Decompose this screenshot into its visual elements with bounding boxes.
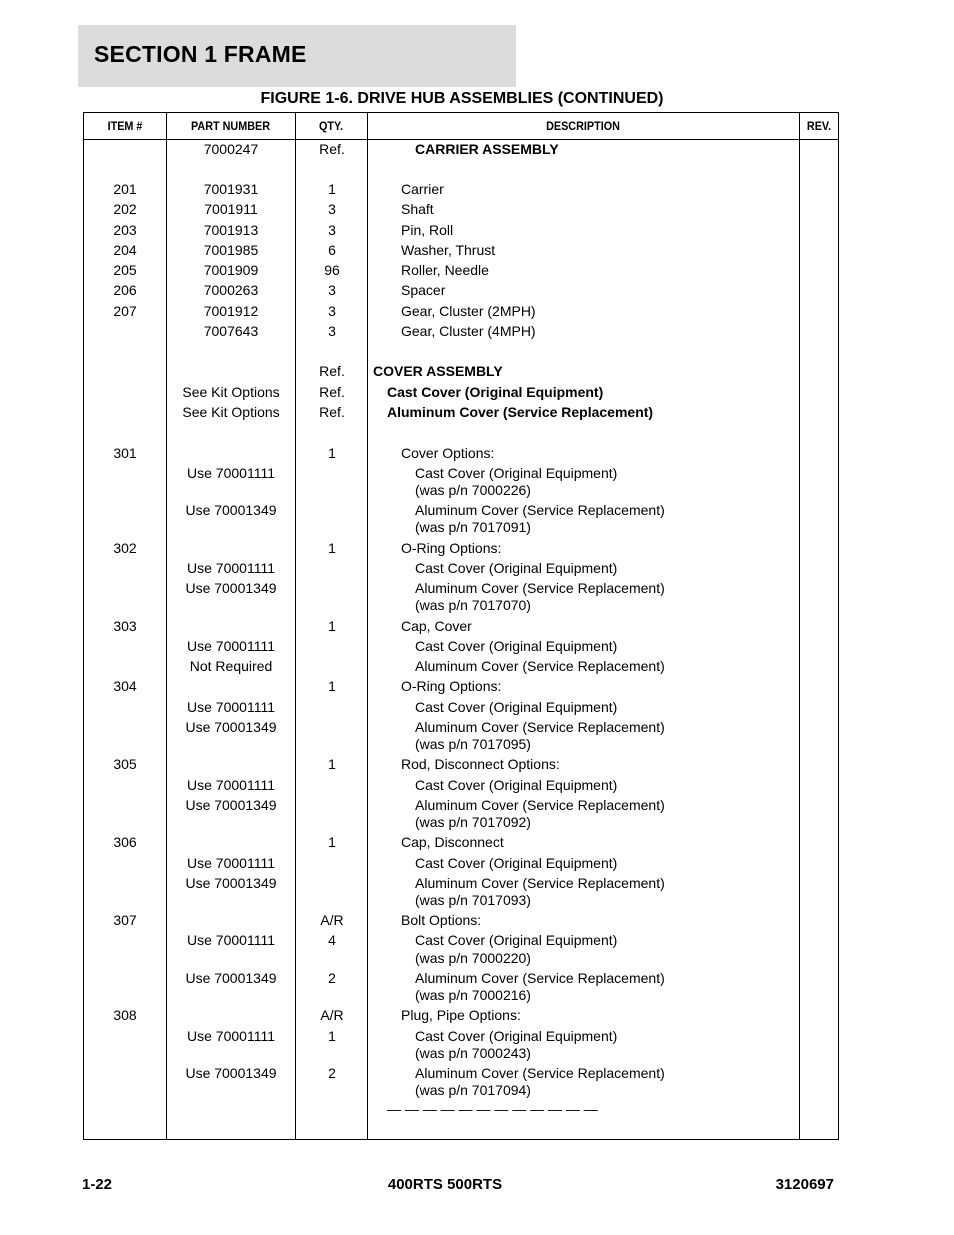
description: Aluminum Cover (Service Replacement) — [415, 658, 665, 674]
item-number: 203 — [113, 222, 137, 238]
part-number: Not Required — [189, 658, 273, 674]
description: (was p/n 7017095) — [415, 736, 531, 752]
description: — — — — — — — — — — — — — [387, 1101, 598, 1117]
description: (was p/n 7000226) — [415, 482, 531, 498]
description: Shaft — [401, 201, 434, 217]
description: (was p/n 7000243) — [415, 1045, 531, 1061]
item-number: 308 — [113, 1007, 137, 1023]
section-banner — [78, 25, 516, 87]
quantity: 4 — [328, 932, 336, 948]
description: Cast Cover (Original Equipment) — [415, 932, 618, 948]
quantity: 1 — [328, 678, 336, 694]
model-name: 400RTS 500RTS — [387, 1176, 503, 1193]
description: CARRIER ASSEMBLY — [415, 141, 559, 157]
part-number: Use 70001111 — [187, 560, 275, 576]
description: Cast Cover (Original Equipment) — [415, 465, 618, 481]
description: Cap, Cover — [401, 618, 472, 634]
part-number: 7001909 — [203, 262, 259, 278]
header-divider — [84, 139, 838, 140]
quantity: Ref. — [319, 384, 345, 400]
description: Cast Cover (Original Equipment) — [415, 777, 618, 793]
item-number: 307 — [113, 912, 137, 928]
item-number: 303 — [113, 618, 137, 634]
description: Cover Options: — [401, 445, 495, 461]
item-number: 204 — [113, 242, 137, 258]
description: Gear, Cluster (2MPH) — [401, 303, 536, 319]
item-number: 202 — [113, 201, 137, 217]
parts-table — [83, 112, 839, 1140]
part-number: Use 70001111 — [187, 1028, 275, 1044]
document-number: 3120697 — [775, 1176, 834, 1193]
part-number: Use 70001111 — [187, 932, 275, 948]
quantity: 3 — [328, 201, 336, 217]
description: Washer, Thrust — [401, 242, 496, 258]
part-number: Use 70001349 — [185, 1065, 277, 1081]
figure-title: FIGURE 1-6. DRIVE HUB ASSEMBLIES (CONTINUED) — [260, 90, 664, 107]
description: (was p/n 7017091) — [415, 519, 531, 535]
part-number: Use 70001111 — [187, 638, 275, 654]
description: Rod, Disconnect Options: — [401, 756, 560, 772]
quantity: 96 — [324, 262, 340, 278]
item-number: 302 — [113, 540, 137, 556]
description: (was p/n 7000220) — [415, 950, 531, 966]
description: Cast Cover (Original Equipment) — [415, 855, 618, 871]
description: Bolt Options: — [401, 912, 482, 928]
description: Cast Cover (Original Equipment) — [415, 638, 618, 654]
part-number: 7001913 — [203, 222, 259, 238]
part-number: See Kit Options — [182, 384, 280, 400]
description: Spacer — [401, 282, 446, 298]
quantity: Ref. — [319, 141, 345, 157]
description: (was p/n 7017094) — [415, 1082, 531, 1098]
description: (was p/n 7017070) — [415, 597, 531, 613]
item-number: 206 — [113, 282, 137, 298]
description: (was p/n 7000216) — [415, 987, 531, 1003]
quantity: A/R — [320, 1007, 344, 1023]
part-number: Use 70001349 — [185, 502, 277, 518]
part-number: Use 70001111 — [187, 777, 275, 793]
part-number: Use 70001111 — [187, 855, 275, 871]
part-number: Use 70001349 — [185, 970, 277, 986]
quantity: 3 — [328, 323, 336, 339]
description: Aluminum Cover (Service Replacement) — [415, 970, 665, 986]
quantity: 3 — [328, 303, 336, 319]
section-title: SECTION 1 FRAME — [94, 41, 307, 67]
description: Cast Cover (Original Equipment) — [415, 699, 618, 715]
description: Gear, Cluster (4MPH) — [401, 323, 536, 339]
part-number: Use 70001111 — [187, 465, 275, 481]
item-number: 301 — [113, 445, 137, 461]
description: Carrier — [401, 181, 444, 197]
description: (was p/n 7017092) — [415, 814, 531, 830]
quantity: 1 — [328, 540, 336, 556]
description: Plug, Pipe Options: — [401, 1007, 521, 1023]
quantity: 6 — [328, 242, 336, 258]
item-number: 207 — [113, 303, 137, 319]
quantity: Ref. — [319, 363, 345, 379]
item-number: 304 — [113, 678, 137, 694]
description: (was p/n 7017093) — [415, 892, 531, 908]
description: Aluminum Cover (Service Replacement) — [415, 875, 665, 891]
description: O-Ring Options: — [401, 678, 502, 694]
quantity: 1 — [328, 1028, 336, 1044]
description: Aluminum Cover (Service Replacement) — [415, 1065, 665, 1081]
description: Pin, Roll — [401, 222, 454, 238]
item-number: 201 — [113, 181, 137, 197]
part-number: 7001911 — [204, 201, 258, 217]
part-number: Use 70001349 — [185, 797, 277, 813]
quantity: 1 — [328, 618, 336, 634]
description: Cap, Disconnect — [401, 834, 504, 850]
header-part-number: PART NUMBER — [190, 119, 271, 133]
description: Aluminum Cover (Service Replacement) — [415, 797, 665, 813]
part-number: 7001985 — [203, 242, 259, 258]
description: Cast Cover (Original Equipment) — [387, 384, 604, 400]
part-number: 7000247 — [203, 141, 259, 157]
description: Aluminum Cover (Service Replacement) — [415, 719, 665, 735]
header-item: ITEM # — [107, 119, 143, 133]
part-number: 7001912 — [203, 303, 259, 319]
quantity: 3 — [328, 222, 336, 238]
quantity: 1 — [328, 445, 336, 461]
item-number: 205 — [113, 262, 137, 278]
description: COVER ASSEMBLY — [373, 363, 503, 379]
quantity: 2 — [328, 1065, 336, 1081]
part-number: 7007643 — [203, 323, 259, 339]
description: Aluminum Cover (Service Replacement) — [415, 580, 665, 596]
quantity: 1 — [328, 756, 336, 772]
part-number: Use 70001349 — [185, 580, 277, 596]
description: Roller, Needle — [401, 262, 489, 278]
quantity: 3 — [328, 282, 336, 298]
part-number: 7001931 — [203, 181, 259, 197]
page-number: 1-22 — [82, 1176, 113, 1193]
item-number: 305 — [113, 756, 137, 772]
quantity: 1 — [328, 181, 336, 197]
quantity: 2 — [328, 970, 336, 986]
quantity: A/R — [320, 912, 344, 928]
part-number: Use 70001349 — [185, 875, 277, 891]
header-qty: QTY. — [318, 119, 343, 133]
header-rev: REV. — [806, 119, 832, 133]
part-number: 7000263 — [203, 282, 259, 298]
description: Cast Cover (Original Equipment) — [415, 1028, 618, 1044]
item-number: 306 — [113, 834, 137, 850]
part-number: Use 70001111 — [187, 699, 275, 715]
quantity: Ref. — [319, 404, 345, 420]
part-number: See Kit Options — [182, 404, 280, 420]
quantity: 1 — [328, 834, 336, 850]
description: Aluminum Cover (Service Replacement) — [415, 502, 665, 518]
description: Aluminum Cover (Service Replacement) — [387, 404, 654, 420]
header-description: DESCRIPTION — [546, 119, 620, 133]
part-number: Use 70001349 — [185, 719, 277, 735]
description: Cast Cover (Original Equipment) — [415, 560, 618, 576]
description: O-Ring Options: — [401, 540, 502, 556]
